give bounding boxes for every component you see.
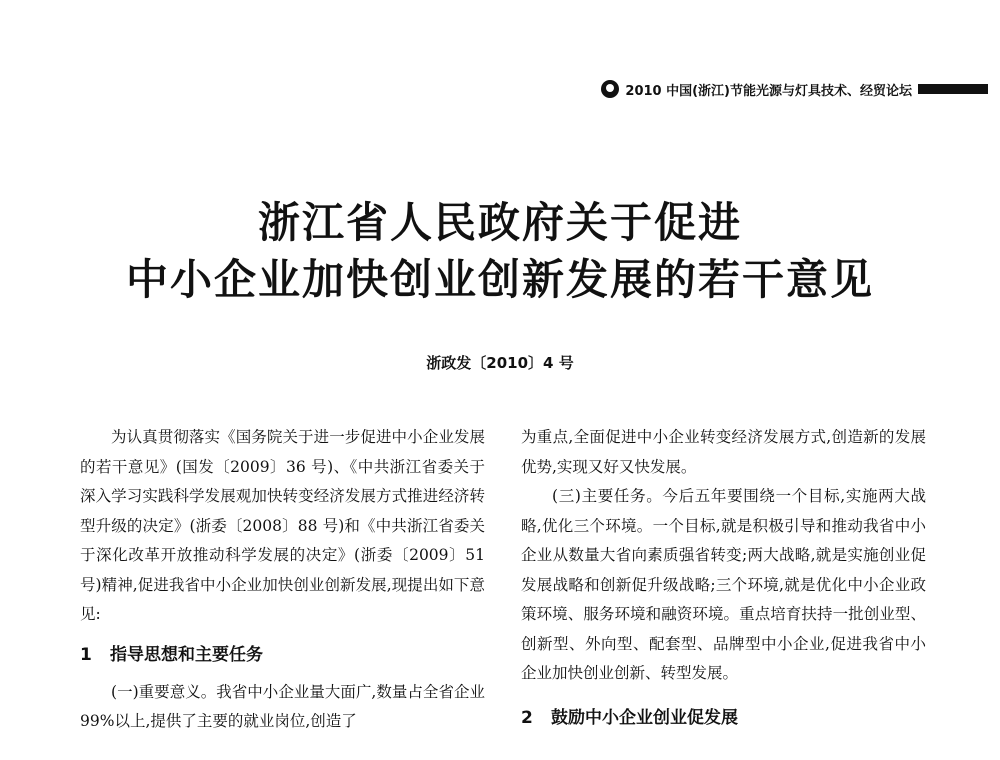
section-1-number: 1 <box>80 644 92 665</box>
document-title <box>0 195 1000 309</box>
right-column <box>521 423 926 741</box>
section-1-heading <box>80 640 485 670</box>
left-column <box>80 423 485 737</box>
conference-emblem-icon <box>601 80 619 98</box>
page-header <box>601 78 988 100</box>
header-text: 2010 中国(浙江)节能光源与灯具技术、经贸论坛 <box>625 83 912 99</box>
title-line-2: 中小企业加快创业创新发展的若干意见 <box>125 255 874 304</box>
document-number: 浙政发〔2010〕4 号 <box>426 354 574 372</box>
paragraph-1: (一)重要意义。我省中小企业量大面广,数量占全省企业 99%以上,提供了主要的就业岗位,创造了 <box>80 682 485 730</box>
paragraph-3: (三)主要任务。今后五年要围绕一个目标,实施两大战略,优化三个环境。一个目标,就是积极引导和推动我省中小企业从数量大省向素质强省转变;两大战略,就是实施创业促发展战略和创新促升级战略;三个环境,就是优化中小企业政策环境、服务环境和融资环境。重点培育扶持一批创业型、创新型、外向型、配套型、品牌型中小企业,促进我省中小企业加快创业创新、转型发展。 <box>521 487 926 682</box>
title-line-1: 浙江省人民政府关于促进 <box>257 198 742 247</box>
continuation-paragraph: 为重点,全面促进中小企业转变经济发展方式,创造新的发展优势,实现又好又快发展。 <box>521 428 926 476</box>
intro-paragraph: 为认真贯彻落实《国务院关于进一步促进中小企业发展的若干意见》(国发〔2009〕36 号)、《中共浙江省委关于深入学习实践科学发展观加快转变经济发展方式推进经济转型升级的决定》(浙委〔2008〕88 号)和《中共浙江省委关于深化改革开放推动科学发展的决定》(浙委〔2009〕51 号)精神,促进我省中小企业加快创业创新发展,现提出如下意见: <box>80 428 485 623</box>
section-2-heading <box>521 703 926 733</box>
section-1-title: 指导思想和主要任务 <box>110 644 263 665</box>
section-2-number: 2 <box>521 707 533 728</box>
section-2-title: 鼓励中小企业创业促发展 <box>551 707 738 728</box>
header-bar <box>918 84 988 94</box>
